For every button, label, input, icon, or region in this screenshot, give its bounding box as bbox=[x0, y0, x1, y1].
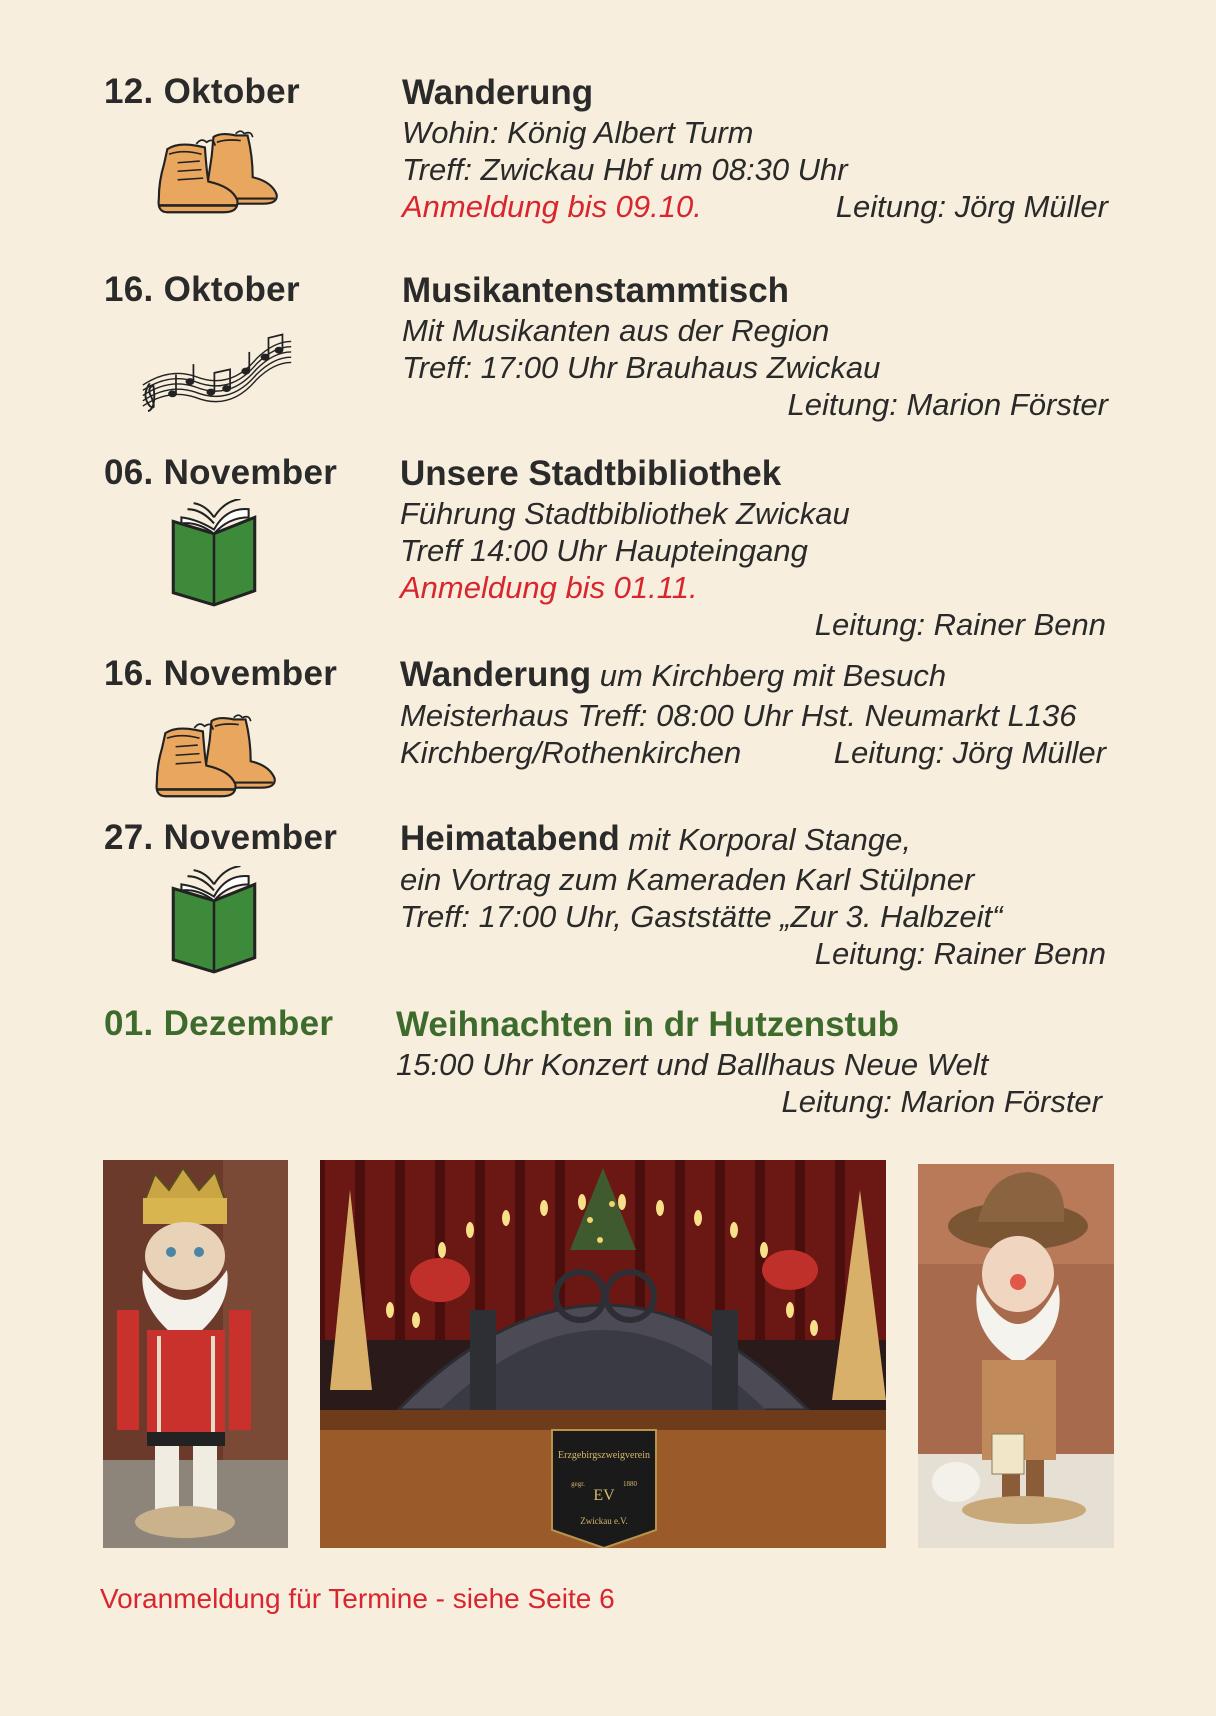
banner-text-5: 1880 bbox=[623, 1480, 637, 1488]
event-content bbox=[396, 1004, 1116, 1120]
event-registration-deadline: Anmeldung bis 09.10. bbox=[402, 189, 702, 224]
event-line: Treff 14:00 Uhr Haupteingang bbox=[400, 533, 808, 568]
event-content bbox=[400, 654, 1120, 771]
event-title bbox=[400, 654, 1120, 697]
event-leader: Leitung: Jörg Müller bbox=[833, 735, 1106, 770]
event-title: Wanderung bbox=[402, 73, 594, 112]
event-line: Kirchberg/Rothenkirchen bbox=[400, 735, 742, 770]
banner-text-2: EV bbox=[593, 1487, 615, 1504]
event-content bbox=[402, 270, 1122, 423]
event-title-extra: um Kirchberg mit Besuch bbox=[591, 658, 947, 693]
event-date: 01. Dezember bbox=[104, 1004, 334, 1043]
boots-icon bbox=[150, 704, 278, 810]
event-line: Führung Stadtbibliothek Zwickau bbox=[400, 496, 850, 531]
book-icon bbox=[162, 499, 266, 609]
book-icon bbox=[162, 866, 266, 976]
banner-text-4: gegr. bbox=[571, 1480, 585, 1488]
music-notes-icon bbox=[124, 324, 310, 420]
event-line: Meisterhaus Treff: 08:00 Uhr Hst. Neumarkt L136 bbox=[400, 698, 1077, 733]
event-title: Unsere Stadtbibliothek bbox=[400, 454, 782, 493]
event-title-extra: mit Korporal Stange, bbox=[619, 822, 911, 857]
event-line: 15:00 Uhr Konzert und Ballhaus Neue Welt bbox=[396, 1047, 989, 1082]
event-content bbox=[400, 818, 1120, 972]
event-content bbox=[400, 453, 1120, 643]
event-leader: Leitung: Marion Förster bbox=[787, 387, 1108, 422]
event-title-main: Wanderung bbox=[400, 655, 592, 694]
event-leader: Leitung: Rainer Benn bbox=[814, 607, 1106, 642]
event-leader: Leitung: Jörg Müller bbox=[835, 189, 1108, 224]
smoker-figure-photo bbox=[918, 1164, 1114, 1548]
event-date: 12. Oktober bbox=[104, 72, 300, 111]
nutcracker-king-photo bbox=[103, 1160, 288, 1548]
event-title-main: Heimatabend bbox=[400, 819, 620, 858]
event-line: Mit Musikanten aus der Region bbox=[402, 313, 830, 348]
schwibbogen-candle-arch-photo bbox=[320, 1160, 886, 1548]
event-line: Treff: 17:00 Uhr Brauhaus Zwickau bbox=[402, 350, 881, 385]
boots-icon bbox=[152, 120, 280, 226]
event-leader: Leitung: Marion Förster bbox=[781, 1084, 1102, 1119]
event-line: Treff: 17:00 Uhr, Gaststätte „Zur 3. Halbzeit“ bbox=[400, 899, 1003, 934]
event-title bbox=[400, 818, 1120, 861]
banner-text-1: Erzgebirgszweigverein bbox=[558, 1450, 650, 1461]
event-leader: Leitung: Rainer Benn bbox=[814, 936, 1106, 971]
event-line: Wohin: König Albert Turm bbox=[402, 115, 754, 150]
event-title: Musikantenstammtisch bbox=[402, 271, 790, 310]
event-date: 27. November bbox=[104, 818, 338, 857]
event-date: 16. November bbox=[104, 654, 338, 693]
event-date: 16. Oktober bbox=[104, 270, 300, 309]
event-line: ein Vortrag zum Kameraden Karl Stülpner bbox=[400, 862, 975, 897]
banner-text-3: Zwickau e.V. bbox=[580, 1516, 628, 1526]
event-line: Treff: Zwickau Hbf um 08:30 Uhr bbox=[402, 152, 848, 187]
footer-note: Voranmeldung für Termine - siehe Seite 6 bbox=[100, 1583, 615, 1614]
event-content bbox=[402, 72, 1122, 225]
event-registration-deadline: Anmeldung bis 01.11. bbox=[400, 570, 698, 605]
event-title: Weihnachten in dr Hutzenstub bbox=[396, 1005, 899, 1044]
event-date: 06. November bbox=[104, 453, 338, 492]
